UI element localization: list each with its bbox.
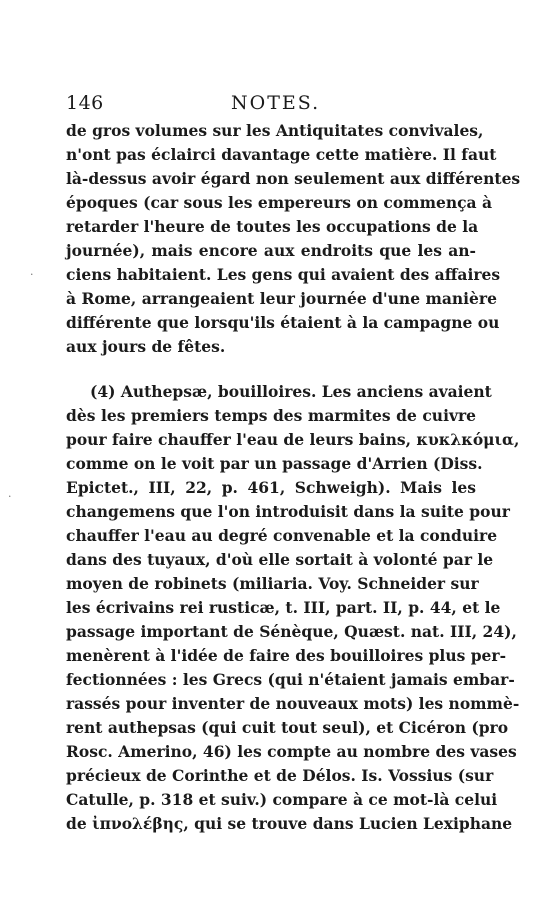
text-line: moyen de robinets (miliaria. Voy. Schneider sur <box>66 574 479 593</box>
text-line: Rosc. Amerino, 46) les compte au nombre des vases <box>66 742 517 761</box>
text-line: Catulle, p. 318 et suiv.) compare à ce mot-là celui <box>66 790 498 809</box>
text-line: n'ont pas éclairci davantage cette matière. Il faut <box>66 145 497 164</box>
text-line: pour faire chauffer l'eau de leurs bains, κυκλκόμια, <box>66 430 520 449</box>
text-line: retarder l'heure de toutes les occupations de la <box>66 217 479 236</box>
text-line: Epictet., III, 22, p. 461, Schweigh). Mais les <box>66 478 476 497</box>
text-line: passage important de Sénèque, Quæst. nat. III, 24), <box>66 622 517 641</box>
text-line: fectionnées : les Grecs (qui n'étaient jamais embar- <box>66 670 515 689</box>
text-line: menèrent à l'idée de faire des bouilloires plus per- <box>66 646 507 665</box>
text-line: les écrivains rei rusticæ, t. III, part. II, p. 44, et le <box>66 598 501 617</box>
text-line: rent authepsas (qui cuit tout seul), et Cicéron (pro <box>66 718 509 737</box>
text-line: différente que lorsqu'ils étaient à la campagne ou <box>66 313 500 332</box>
text-line: (4) Authepsæ, bouilloires. Les anciens avaient <box>90 382 492 401</box>
text-line: comme on le voit par un passage d'Arrien (Diss. <box>66 454 483 473</box>
text-line: époques (car sous les empereurs on commença à <box>66 193 493 212</box>
text-line: changemens que l'on introduisit dans la suite pour <box>66 502 510 521</box>
text-line: à Rome, arrangeaient leur journée d'une manière <box>66 289 497 308</box>
paragraph-continuation <box>66 119 521 359</box>
margin-speck: · <box>8 490 12 503</box>
text-line: dès les premiers temps des marmites de cuivre <box>66 406 476 425</box>
note-4-paragraph <box>66 380 520 836</box>
text-line: rassés pour inventer de nouveaux mots) les nommè- <box>66 694 520 713</box>
text-line: là-dessus avoir égard non seulement aux différentes <box>66 169 521 188</box>
margin-speck: · <box>30 268 34 281</box>
text-line: dans des tuyaux, d'où elle sortait à volonté par le <box>66 550 494 569</box>
page-number: 146 <box>66 92 104 114</box>
page-header <box>66 92 466 122</box>
text-line: journée), mais encore aux endroits que les an- <box>66 241 476 260</box>
text-line: aux jours de fêtes. <box>66 337 226 356</box>
text-line: précieux de Corinthe et de Délos. Is. Vossius (sur <box>66 766 494 785</box>
text-line: chauffer l'eau au degré convenable et la conduire <box>66 526 498 545</box>
text-line: de ἰπνολέβης, qui se trouve dans Lucien Lexiphane <box>66 814 513 833</box>
text-line: de gros volumes sur les Antiquitates convivales, <box>66 121 484 140</box>
text-line: ciens habitaient. Les gens qui avaient des affaires <box>66 265 501 284</box>
running-head: NOTES. <box>231 92 321 114</box>
